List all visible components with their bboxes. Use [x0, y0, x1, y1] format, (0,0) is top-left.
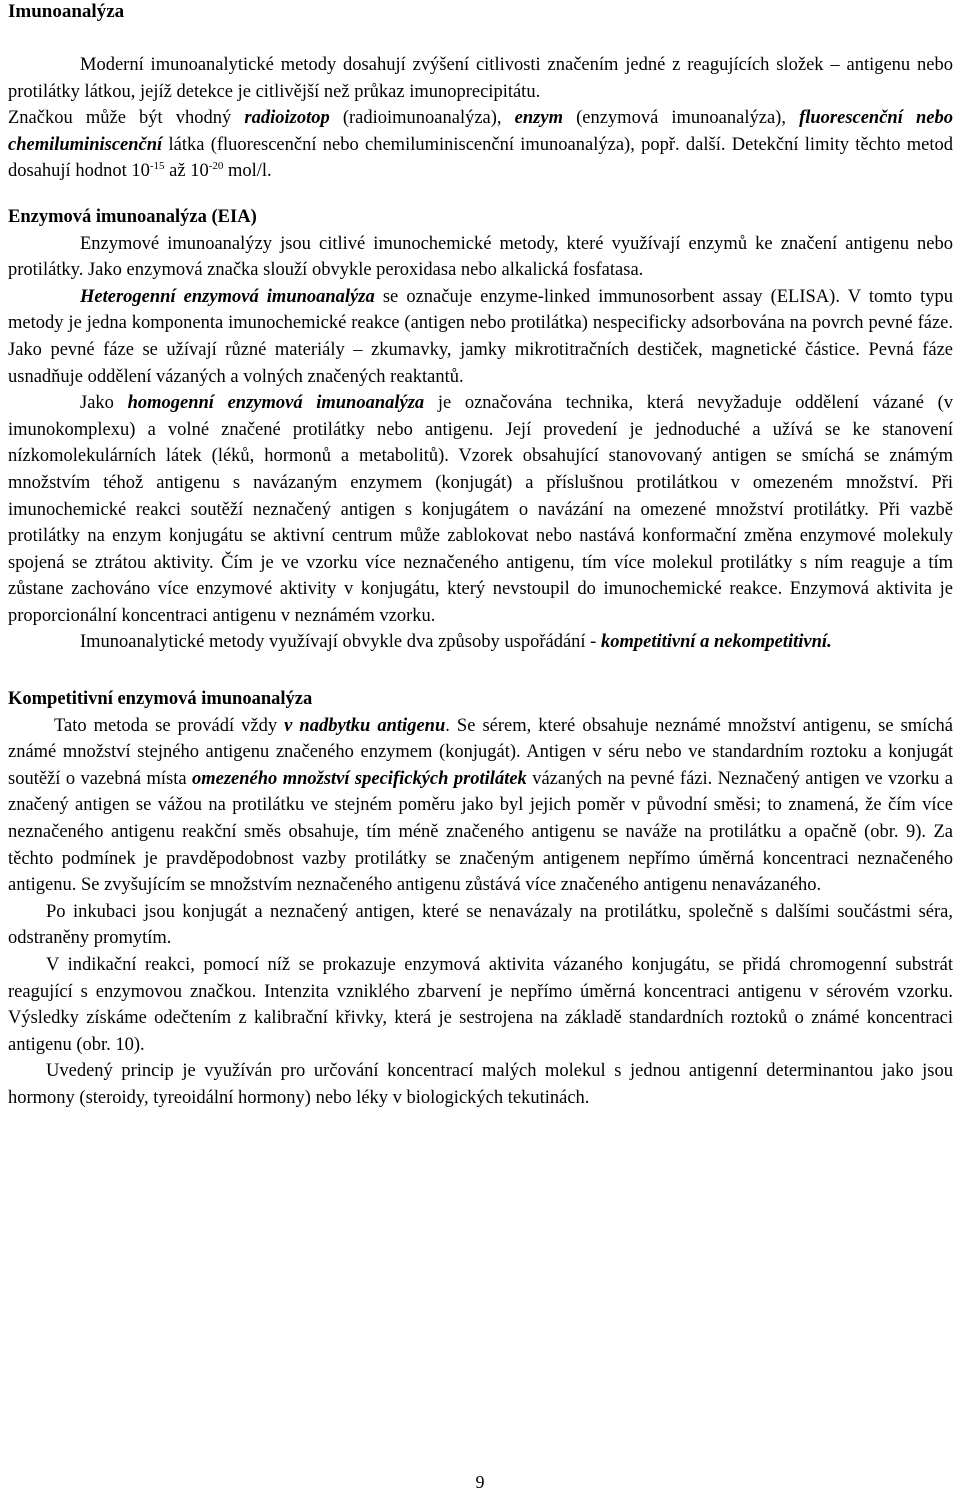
text: se označuje enzyme-linked immunosorbent assay (ELISA). V tomto typu metody je jedna komponenta imunochemické reakce (antigen nebo protilátka) nespecificky adsorbována na povrch pevné fáze. Jako pevné fáze se užívají různé materiály – zkumavky, jamky mikrotitračních destiček, magnetické částice. Pevná fáze usnadňuje oddělení vázaných a volných značených reaktantů. — [8, 286, 953, 387]
emphasis-nadbytek: v nadbytku antigenu — [284, 715, 446, 736]
text: je označována technika, která nevyžaduje oddělení vázané (v imunokomplexu) a volné značené protilátky nebo antigenu. Její provedení je jednoduché a užívá se ke stanovení nízkomolekulárních látek (léků, hormonů a metabolitů). Vzorek obsahující stanovovaný antigen se smíchá se známým množstvím téhož antigenu s navázaným enzymem (konjugát) a příslušnou protilátkou v omezeném množství. Při imunochemické reakci soutěží neznačený antigen s konjugátem o navázání na omezené množství protilátky. Při vazbě protilátky na enzym konjugátu se aktivní centrum může zablokovat nebo nastává konformační změna enzymové molekuly spojená se ztrátou aktivity. Čím je ve vzorku více neznačeného antigenu, tím více molekul protilátky s ním reaguje a tím zůstane zachováno více enzymové aktivity v konjugátu, který nevstoupil do imunochemické reakce. Enzymová aktivita je proporcionální koncentraci antigenu v neznámém vzorku. — [8, 393, 953, 626]
eia-paragraph-4 — [8, 629, 953, 656]
text: látka (fluorescenční nebo chemiluminiscenční imunoanalýza), popř. další. Detekční limity těchto metod dosahují hodnot 10 — [8, 134, 953, 182]
emphasis-enzym: enzym — [514, 108, 563, 129]
text: Jako — [80, 393, 128, 414]
text: Imunoanalytické metody využívají obvykle dva způsoby uspořádání - — [80, 632, 601, 653]
komp-paragraph-2: Po inkubaci jsou konjugát a neznačený antigen, které se nenavázaly na protilátku, společně s dalšími součástmi séra, odstraněny promytím. — [8, 901, 953, 949]
text: vázaných na pevné fázi. Neznačený antigen ve vzorku a značený antigen se vážou na protilátku ve stejném poměru jako byl jejich poměr v původní směsi; to znamená, že čím více neznačeného antigenu reakční směs obsahuje, tím méně značeného antigenu se naváže na protilátku a opačně (obr. 9). Za těchto podmínek je pravděpodobnost vazby protilátky se značeným antigenem nepřímo úměrná koncentraci neznačeného antigenu. Se zvyšujícím se množstvím neznačeného antigenu zůstává více značeného antigenu nenavázaného. — [8, 768, 953, 896]
komp-paragraph-4: Uvedený princip je využíván pro určování koncentrací malých molekul s jednou antigenní determinantou jako jsou hormony (steroidy, tyreoidální hormony) nebo léky v biologických tekutinách. — [8, 1061, 953, 1108]
text: Značkou může být vhodný — [8, 108, 245, 129]
intro-paragraph-2 — [8, 105, 953, 185]
emphasis-kompetitivni: kompetitivní a nekompetitivní. — [600, 632, 832, 653]
exponent: -15 — [149, 160, 165, 173]
text: až 10 — [164, 161, 209, 182]
intro-paragraph-1: Moderní imunoanalytické metody dosahují zvýšení citlivosti značením jedné z reagujících složek – antigenu nebo protilátky látkou, jejíž detekce je citlivější než průkaz imunoprecipitátu. — [8, 55, 953, 102]
text: . Se sérem, které obsahuje neznámé množství antigenu, se smíchá známé množství stejného antigenu značeného enzymem (konjugát). Antigen v séru nebo ve standardním roztoku a konjugát soutěží o vazebná místa — [8, 715, 953, 789]
text: mol/l. — [223, 161, 272, 182]
komp-paragraph-1 — [8, 713, 953, 899]
emphasis-radioizotop: radioizotop — [244, 108, 330, 129]
emphasis-fluorescencni: fluorescenční nebo chemiluminiscenční — [8, 108, 953, 155]
page-title: Imunoanalýza — [8, 1, 125, 22]
eia-paragraph-3 — [8, 390, 953, 629]
text: (enzymová imunoanalýza), — [562, 108, 800, 129]
section-heading-eia: Enzymová imunoanalýza (EIA) — [8, 206, 257, 227]
emphasis-omezeneho: omezeného množství specifických protilátek — [191, 768, 527, 789]
eia-paragraph-2 — [8, 284, 953, 390]
text: Tato metoda se provádí vždy — [54, 715, 285, 736]
eia-paragraph-1: Enzymové imunoanalýzy jsou citlivé imunochemické metody, které využívají enzymů ke značení antigenu nebo protilátky. Jako enzymová značka slouží obvykle peroxidasa nebo alkalická fosfatasa. — [8, 233, 953, 281]
komp-paragraph-3: V indikační reakci, pomocí níž se prokazuje enzymová aktivita vázaného konjugátu, se přidá chromogenní substrát reagující s enzymovou značkou. Intenzita vzniklého zbarvení je nepřímo úměrná koncentraci antigenu v sérovém vzorku. Výsledky získáme odečtením z kalibrační křivky, která je sestrojena na základě standardních roztoků o známé koncentraci antigenu (obr. 10). — [8, 955, 953, 1055]
exponent: -20 — [208, 160, 224, 173]
section-heading-kompetitivni: Kompetitivní enzymová imunoanalýza — [8, 689, 313, 710]
emphasis-heterogenni: Heterogenní enzymová imunoanalýza — [80, 286, 375, 307]
page-number: 9 — [475, 1472, 485, 1492]
emphasis-homogenni: homogenní enzymová imunoanalýza — [127, 393, 425, 414]
text: (radioimunoanalýza), — [329, 108, 515, 129]
